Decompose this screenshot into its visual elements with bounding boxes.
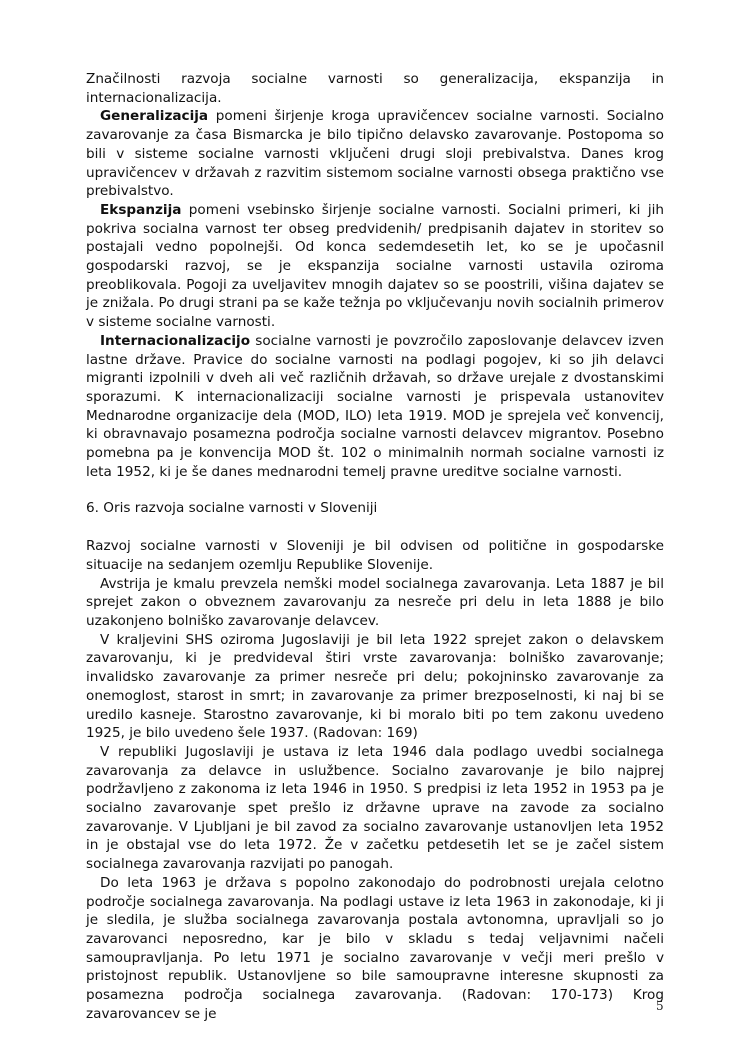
- generalization-paragraph: [86, 107, 664, 201]
- generalization-text: pomeni širjenje kroga upravičencev socialne varnosti. Socialno zavarovanje za časa Bismarcka je bilo tipično delavsko zavarovanje. Postopoma so bili v sisteme socialne varnosti vključeni drugi sloji prebivalstva. Danes krog upravičencev v državah z razvitim sistemom socialne varnosti obsega praktično vse prebivalstvo.: [86, 108, 664, 200]
- term-generalization: Generalizacija: [100, 108, 209, 125]
- austria-paragraph: Avstrija je kmalu prevzela nemški model socialnega zavarovanja. Leta 1887 je bil sprejet zakon o obveznem zavarovanju za nesreče pri delu in leta 1888 je bilo uzakonjeno bolniško zavarovanje delavcev.: [86, 575, 664, 629]
- slovenia-intro-paragraph: Razvoj socialne varnosti v Sloveniji je bil odvisen od politične in gospodarske situacije na sedanjem ozemlju Republike Slovenije.: [86, 538, 664, 573]
- page-number: 5: [656, 999, 664, 1013]
- section-heading: 6. Oris razvoja socialne varnosti v Sloveniji: [86, 500, 378, 517]
- republic-yugoslavia-paragraph: V republiki Jugoslaviji je ustava iz leta 1946 dala podlago uvedbi socialnega zavarovanja za delavce in uslužbence. Socialno zavarovanje je bilo najprej podržavljeno z zakonoma iz leta 1946 in 1950. S predpisi iz leta 1952 in 1953 pa je socialno zavarovanje spet prešlo iz državne uprave na zavode za socialno zavarovanje. V Ljubljani je bil zavod za socialno zavarovanje ustanovljen leta 1952 in je obstajal vse do leta 1972. Že v začetku petdesetih let se je začel sistem socialnega zavarovanja razvijati po panogah.: [86, 743, 664, 873]
- intro-paragraph: Značilnosti razvoja socialne varnosti so generalizacija, ekspanzija in internacionalizacija.: [86, 71, 664, 106]
- internationalization-text: socialne varnosti je povzročilo zaposlovanje delavcev izven lastne države. Pravice do socialne varnosti na podlagi pogojev, ki so jih delavci migranti izpolnili v dveh ali več različnih državah, so države urejale z dvostanskimi sporazumi. K internacionalizaciji socialne varnosti je prispevala ustanovitev Mednarodne organizacije dela (MOD, ILO) leta 1919. MOD je sprejela več konvencij, ki obravnavajo posamezna področja socialne varnosti delavcev migrantov. Posebno pomebna pa je konvencija MOD št. 102 o minimalnih normah socialne varnosti iz leta 1952, ki je še danes mednarodni temelj pravne ureditve socialne varnosti.: [86, 332, 664, 480]
- term-expansion: Ekspanzija: [100, 201, 182, 218]
- until-1963-paragraph: Do leta 1963 je država s popolno zakonodajo do podrobnosti urejala celotno področje socialnega zavarovanja. Na podlagi ustave iz leta 1963 in zakonodaje, ki ji je sledila, je služba socialnega zavarovanja postala avtonomna, upravljali so jo zavarovanci neposredno, kar je bilo v skladu s tedaj veljavnimi načeli samoupravljanja. Po letu 1971 je socialno zavarovanje v večji meri prešlo v pristojnost republik. Ustanovljene so bile samoupravne interesne skupnosti za posamezna področja socialnega zavarovanja. (Radovan: 170-173) Krog zavarovancev se je: [86, 874, 664, 1022]
- kingdom-shs-paragraph: V kraljevini SHS oziroma Jugoslaviji je bil leta 1922 sprejet zakon o delavskem zavarovanju, ki je predvideval štiri vrste zavarovanja: bolniško zavarovanje; invalidsko zavarovanje za primer nesreče pri delu; pokojninsko zavarovanje za onemoglost, starost in smrt; in zavarovanje za primer brezposelnosti, ki naj bi se uredilo kasneje. Starostno zavarovanje, ki bi moralo biti po tem zakonu uvedeno 1925, je bilo uvedeno šele 1937. (Radovan: 169): [86, 631, 664, 742]
- document-body: [86, 70, 664, 1023]
- term-internationalization: Internacionalizacijo: [100, 332, 251, 349]
- internationalization-paragraph: [86, 332, 664, 482]
- expansion-text: pomeni vsebinsko širjenje socialne varnosti. Socialni primeri, ki jih pokriva socialna varnost ter obseg predvidenih/ predpisanih dajatev in storitev so postajali vedno popolnejši. Od konca sedemdesetih let, ko se je upočasnil gospodarski razvoj, se je ekspanzija socialne varnosti ustavila oziroma preoblikovala. Pogoji za uveljavitev mnogih dajatev so se poostrili, višina dajatev se je znižala. Po drugi strani pa se kaže težnja po vključevanju novih socialnih primerov v sisteme socialne varnosti.: [86, 201, 664, 331]
- expansion-paragraph: [86, 201, 664, 332]
